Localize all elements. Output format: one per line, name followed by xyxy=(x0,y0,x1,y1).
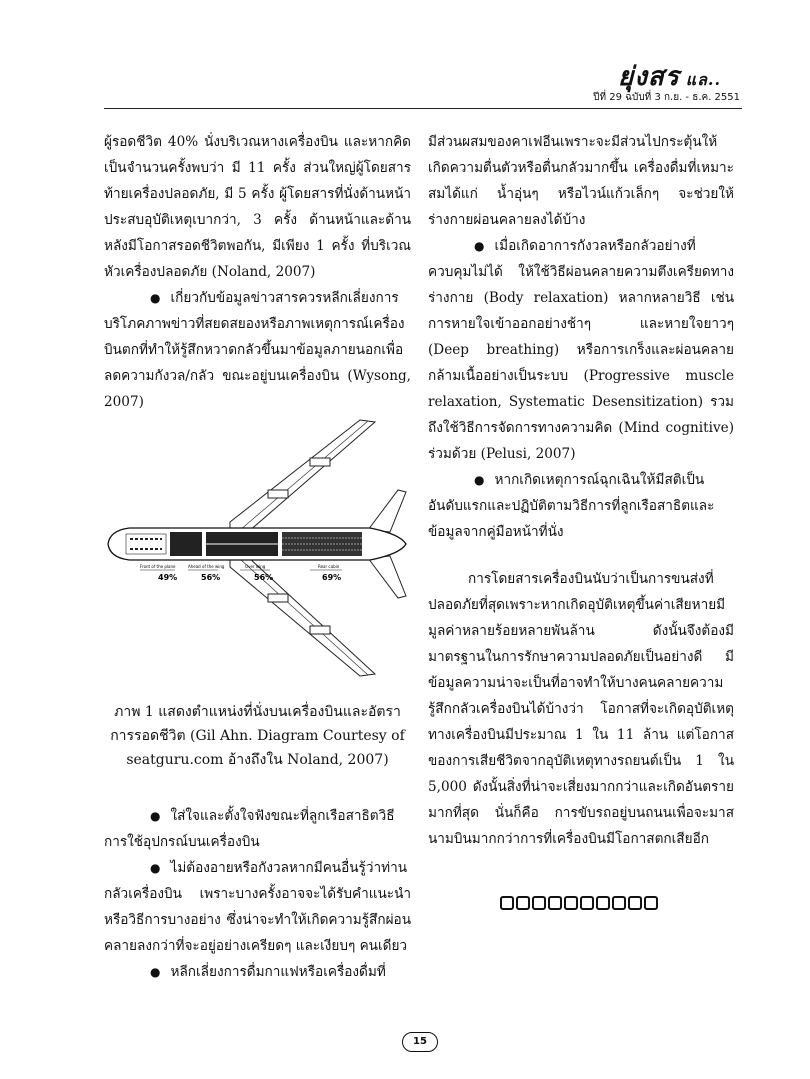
square-icon xyxy=(612,896,626,910)
bullet-text: หากเกิดเหตุการณ์ฉุกเฉินให้มีสติเป็นอันดับแรกและปฏิบัติตามวิธีการที่ลูกเรือสาธิตและข้อมูลจากคู่มือหน้าที่นั่ง xyxy=(428,472,715,540)
paragraph: ผู้รอดชีวิต 40% นั่งบริเวณหางเครื่องบิน และหากคิดเป็นจำนวนครั้งพบว่า มี 11 ครั้ง ส่วนใหญ่ผู้โดยสารท้ายเครื่องปลอดภัย, มี 5 ครั้ง ผู้โดยสารที่นั่งด้านหน้าประสบอุบัติเหตุเบากว่า, 3 ครั้ง ด้านหน้าและด้านหลังมีโอกาสรอดชีวิตพอกัน, มีเพียง 1 ครั้ง ที่บริเวณหัวเครื่องปลอดภัย (Noland, 2007) xyxy=(104,134,411,280)
header-divider xyxy=(104,108,742,109)
value-ahead-wing: 56% xyxy=(201,573,221,582)
bullet-text: เมื่อเกิดอาการกังวลหรือกลัวอย่างที่ควบคุมไม่ได้ ให้ใช้วิธีผ่อนคลายความตึงเครียดทางร่างกาย (Body relaxation) หลากหลายวิธี เช่น การหายใจเข้าออกอย่างช้าๆ และหายใจยาวๆ (Deep breathing) หรือการเกร็งและผ่อนคลายกล้ามเนื้ออย่างเป็นระบบ (Progressive muscle relaxation, Systematic Desensitization) รวมถึงใช้วิธีการจัดการทางความคิด (Mind cognitive) ร่วมด้วย (Pelusi, 2007) xyxy=(428,238,734,462)
value-over-wing: 56% xyxy=(254,573,274,582)
conclusion-paragraph: การโดยสารเครื่องบินนับว่าเป็นการขนส่งที่ปลอดภัยที่สุดเพราะหากเกิดอุบัติเหตุขึ้นค่าเสียหายมีมูลค่าหลายร้อยหลายพันล้าน ดังนั้นจึงต้องมีมาตรฐานในการรักษาความปลอดภัยเป็นอย่างดี มีข้อมูลความน่าจะเป็นที่อาจทำให้บางคนคลายความรู้สึกกลัวเครื่องบินได้บ้างว่า โอกาสที่จะเกิดอุบัติเหตุทางเครื่องบินมีประมาณ 1 ใน 11 ล้าน แต่โอกาสของการเสียชีวิตจากอุบัติเหตุทางรถยนต์เป็น 1 ใน 5,000 ดังนั้นสิ่งที่น่าจะเสี่ยงมากกว่าและเกิดอันตรายมากที่สุด นั่นก็คือ การขับรถอยู่บนถนนเพื่อจะมาสนามบินมากกว่าการที่เครื่องบินมีโอกาสตกเสียอีก xyxy=(428,571,734,847)
left-column-top xyxy=(104,129,411,415)
bullet-text: เกี่ยวกับข้อมูลข่าวสารควรหลีกเลี่ยงการบริโภคภาพข่าวที่สยดสยองหรือภาพเหตุการณ์เครื่องบินตกที่ทำให้รู้สึกหวาดกลัวขึ้นมาข้อมูลภายนอกเพื่อลดความกังวล/กลัว ขณะอยู่บนเครื่องบิน (Wysong, 2007) xyxy=(104,290,411,410)
tail-fin-bottom xyxy=(368,556,406,598)
engine xyxy=(268,490,288,498)
bullet-text: หลีกเลี่ยงการดื่มกาแฟหรือเครื่องดื่มที่ xyxy=(170,964,386,980)
caption-line: การรอดชีวิต (Gil Ahn. Diagram Courtesy of xyxy=(110,728,405,744)
engine xyxy=(310,626,330,634)
airplane-seat-diagram xyxy=(100,412,412,690)
left-column-bottom xyxy=(104,803,411,985)
square-icon xyxy=(596,896,610,910)
square-icon xyxy=(628,896,642,910)
figure-caption xyxy=(104,700,411,772)
bullet-icon: ● xyxy=(474,473,485,487)
bullet-icon: ● xyxy=(150,861,161,875)
label-rear: Rear cabin xyxy=(318,564,340,569)
bullet-icon: ● xyxy=(150,291,161,305)
square-icon xyxy=(548,896,562,910)
paragraph: มีส่วนผสมของคาเฟอีนเพราะจะมีส่วนไปกระตุ้นให้เกิดความตื่นตัวหรือตื่นกลัวมากขึ้น เครื่องดื่มที่เหมาะสมได้แก่ น้ำอุ่นๆ หรือไวน์แก้วเล็กๆ จะช่วยให้ร่างกายผ่อนคลายลงได้บ้าง xyxy=(428,134,734,228)
bullet-paragraph xyxy=(428,467,734,545)
page-number: 15 xyxy=(402,1032,438,1052)
lower-wing xyxy=(230,557,375,676)
value-front: 49% xyxy=(158,573,178,582)
bullet-paragraph xyxy=(104,803,411,855)
square-icon xyxy=(564,896,578,910)
right-column-top xyxy=(428,129,734,545)
square-icon xyxy=(516,896,530,910)
square-icon xyxy=(644,896,658,910)
square-icon xyxy=(532,896,546,910)
bullet-paragraph xyxy=(428,233,734,467)
right-column-bottom xyxy=(428,566,734,852)
bullet-text: ไม่ต้องอายหรือกังวลหากมีคนอื่นรู้ว่าท่านกลัวเครื่องบิน เพราะบางครั้งอาจจะได้รับคำแนะนำหรือวิธีการบางอย่าง ซึ่งน่าจะทำให้เกิดความรู้สึกผ่อนคลายลงกว่าที่จะอยู่อย่างเครียดๆ และเงียบๆ คนเดียว xyxy=(104,860,411,954)
upper-wing xyxy=(230,420,375,532)
engine xyxy=(310,458,330,466)
bullet-icon: ● xyxy=(150,965,161,979)
bullet-text: ใส่ใจและตั้งใจฟังขณะที่ลูกเรือสาธิตวิธีการใช้อุปกรณ์บนเครื่องบิน xyxy=(104,808,395,850)
value-rear: 69% xyxy=(322,573,342,582)
tail-fin-top xyxy=(368,490,406,532)
caption-line: seatguru.com อ้างถึงใน Noland, 2007) xyxy=(126,752,389,768)
logo-text: ยุ่งสร xyxy=(618,62,680,92)
bullet-paragraph xyxy=(104,285,411,415)
engine xyxy=(268,594,288,602)
label-front: Front of the plane xyxy=(140,564,176,569)
airplane-svg xyxy=(100,412,412,690)
caption-line: ภาพ 1 แสดงตำแหน่งที่นั่งบนเครื่องบินและอัตรา xyxy=(114,704,401,720)
square-icon xyxy=(500,896,514,910)
logo-suffix: แล.. xyxy=(685,70,722,89)
bullet-paragraph xyxy=(104,959,411,985)
bullet-icon: ● xyxy=(150,809,161,823)
label-ahead-wing: Ahead of the wing xyxy=(188,564,225,569)
bullet-paragraph xyxy=(104,855,411,959)
seat-rows xyxy=(126,532,362,556)
issue-info: ปีที่ 29 ฉบับที่ 3 ก.ย. - ธ.ค. 2551 xyxy=(593,92,740,103)
label-over-wing: Over wing xyxy=(245,564,266,569)
end-of-article-marker xyxy=(500,896,658,910)
square-icon xyxy=(580,896,594,910)
bullet-icon: ● xyxy=(474,239,485,253)
